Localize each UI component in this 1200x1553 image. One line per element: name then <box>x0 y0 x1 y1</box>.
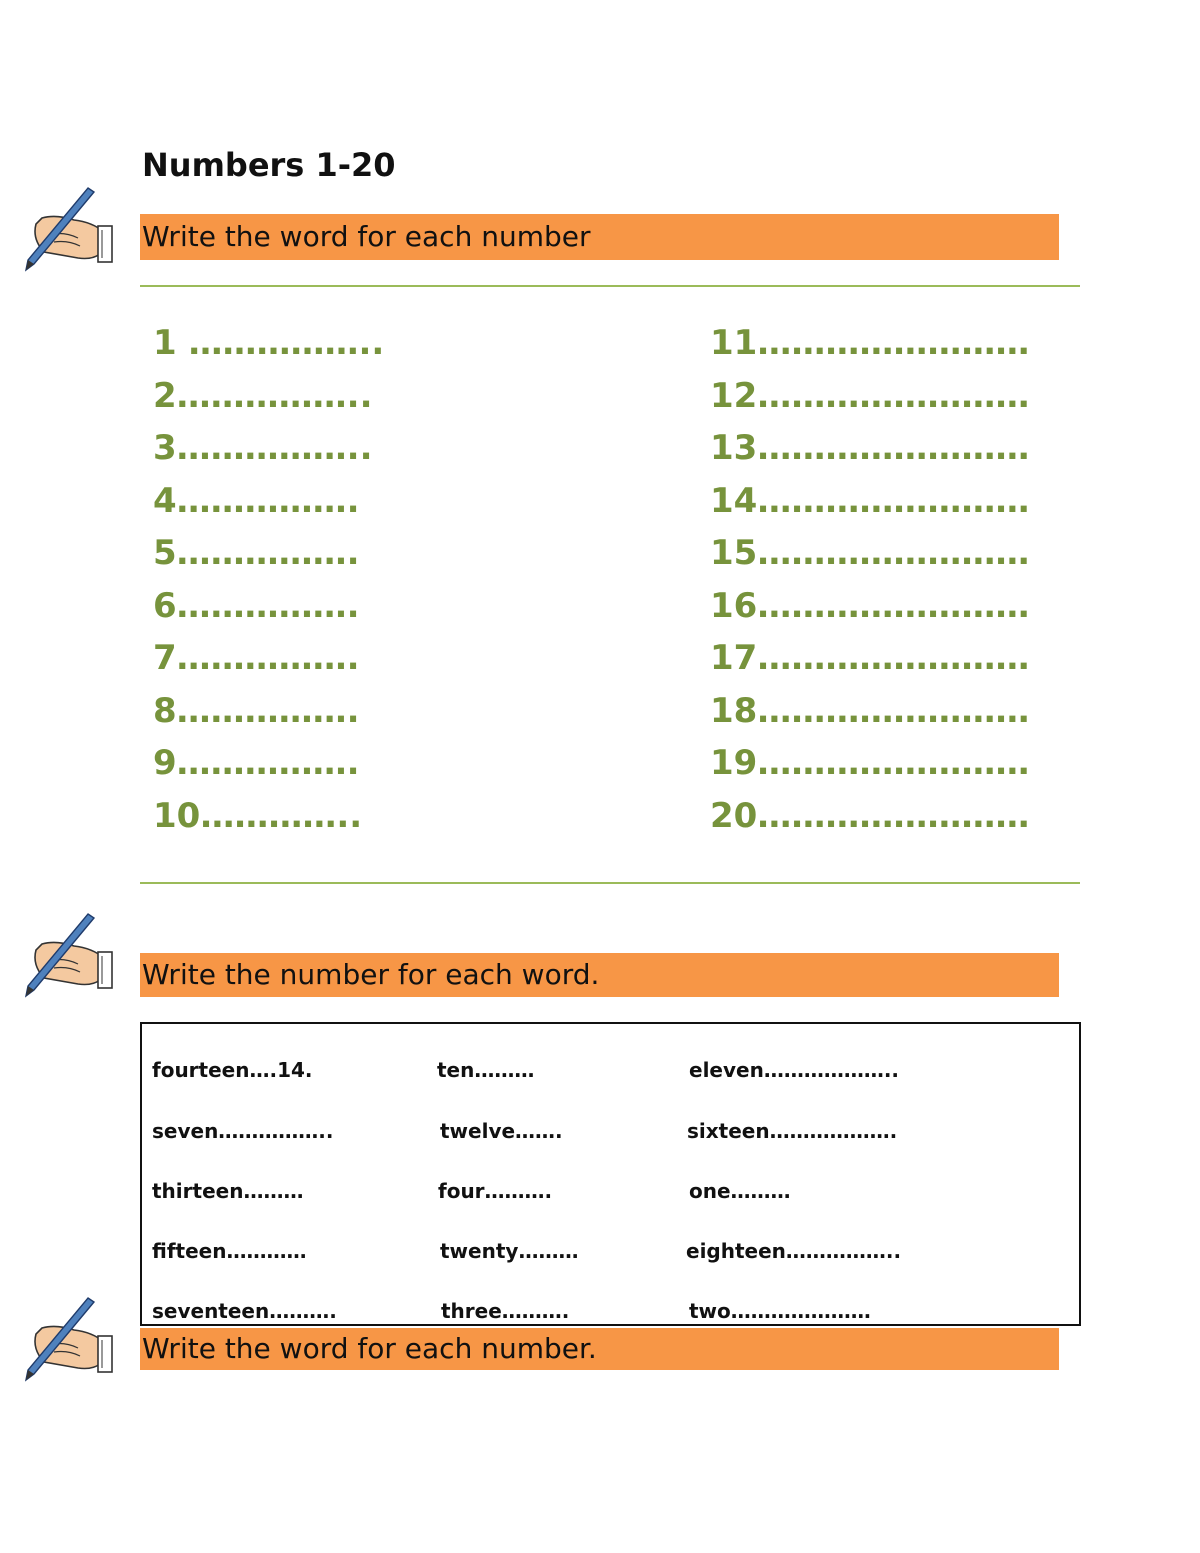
word-item: one……… <box>689 1179 791 1203</box>
divider-bottom <box>140 882 1080 884</box>
word-item: sixteen………………. <box>687 1119 898 1143</box>
instruction-text: Write the number for each word. <box>142 958 600 991</box>
number-line-1: 1 …………….. <box>153 323 385 363</box>
word-item: seventeen………. <box>152 1299 337 1323</box>
instruction-banner-word-for-number <box>140 214 1059 260</box>
number-line-18: 18…………………… <box>710 690 1030 731</box>
word-item: fifteen………… <box>152 1239 307 1263</box>
number-line-15: 15…………………… <box>710 533 1030 573</box>
hand-writing-pencil-icon <box>22 184 118 274</box>
number-line-5: 5……………. <box>153 533 360 573</box>
word-item: seven…………….. <box>152 1119 334 1143</box>
word-item: twenty……… <box>440 1239 579 1263</box>
word-item: fourteen….14. <box>152 1058 313 1082</box>
divider-top <box>140 285 1080 287</box>
numbers-right-column <box>710 317 1029 842</box>
number-line-7: 7……………. <box>153 638 360 678</box>
word-box <box>140 1022 1081 1326</box>
number-line-20: 20…………………… <box>710 795 1030 836</box>
word-item: eleven……………….. <box>689 1058 900 1082</box>
number-line-2: 2…………….. <box>153 375 373 416</box>
number-line-11: 11…………………… <box>710 323 1030 363</box>
word-item: ten……… <box>437 1058 535 1082</box>
page-title: Numbers 1-20 <box>142 146 396 184</box>
number-line-19: 19…………………… <box>710 743 1030 783</box>
number-line-12: 12…………………… <box>710 375 1030 416</box>
number-line-16: 16…………………… <box>710 585 1030 626</box>
word-item: four………. <box>438 1179 553 1203</box>
hand-writing-pencil-icon <box>22 910 118 1000</box>
hand-writing-pencil-icon <box>22 1294 118 1384</box>
word-item: eighteen…………….. <box>686 1239 902 1263</box>
number-line-3: 3…………….. <box>153 428 373 468</box>
number-line-10: 10………….. <box>153 795 363 836</box>
number-line-9: 9……………. <box>153 743 360 783</box>
numbers-left-column <box>153 317 384 842</box>
number-line-4: 4……………. <box>153 480 360 521</box>
number-line-14: 14…………………… <box>710 480 1030 521</box>
word-item: thirteen……… <box>152 1179 304 1203</box>
number-line-17: 17…………………… <box>710 638 1030 678</box>
instruction-banner-word-for-number-2 <box>140 1328 1059 1370</box>
word-item: twelve……. <box>440 1119 563 1143</box>
word-item: two………………… <box>689 1299 871 1323</box>
instruction-text: Write the word for each number <box>142 220 591 253</box>
number-line-13: 13…………………… <box>710 428 1030 468</box>
number-line-8: 8……………. <box>153 690 360 731</box>
instruction-banner-number-for-word <box>140 953 1059 997</box>
word-item: three………. <box>441 1299 570 1323</box>
number-line-6: 6……………. <box>153 585 360 626</box>
instruction-text: Write the word for each number. <box>142 1332 597 1365</box>
